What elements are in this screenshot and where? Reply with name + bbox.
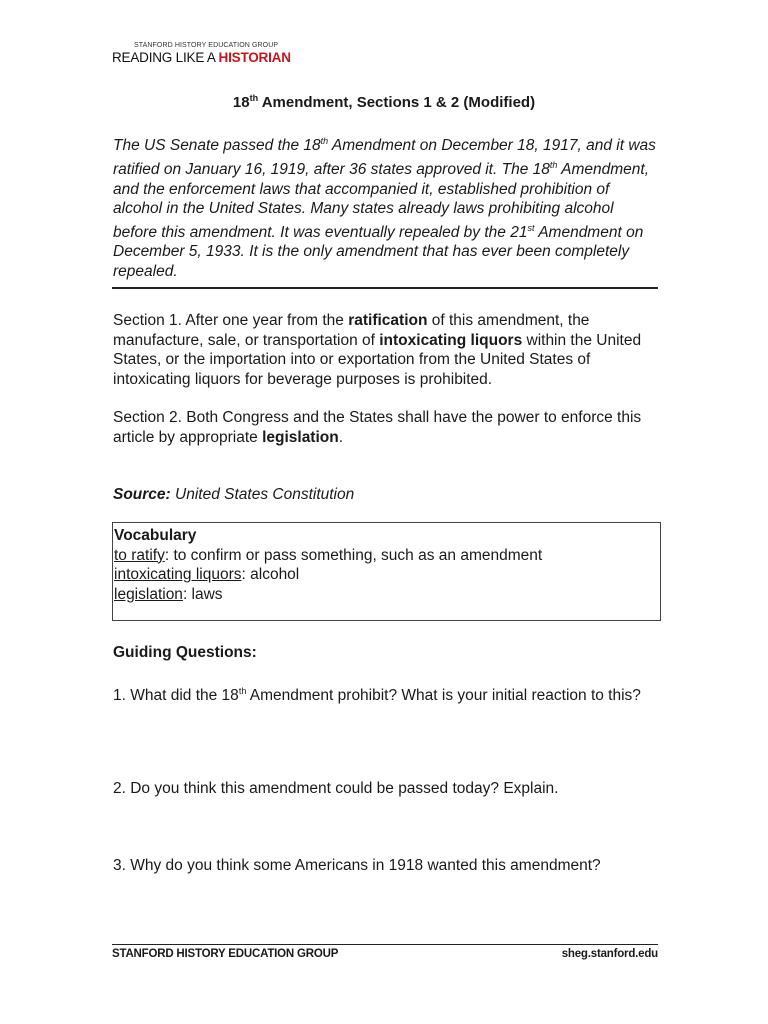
footer-website: sheg.stanford.edu [561,948,658,960]
term-legislation: legislation [262,428,339,446]
vocabulary-heading: Vocabulary [114,527,197,544]
sheg-logo [112,42,291,65]
logo-prefix: READING LIKE A [112,50,219,65]
footer-org-name: STANFORD HISTORY EDUCATION GROUP [112,948,339,960]
vocab-term: to ratify [114,546,165,564]
source-line [113,485,658,505]
section-divider [112,287,658,289]
question-2: 2. Do you think this amendment could be passed today? Explain. [113,780,559,797]
vocab-term: intoxicating liquors [114,566,242,584]
source-text: United States Constitution [170,486,355,503]
vocab-definition: : laws [182,585,223,603]
footer-divider [112,944,658,945]
vocab-definition: : alcohol [241,566,300,584]
logo-group-name: STANFORD HISTORY EDUCATION GROUP [134,42,279,49]
term-ratification: ratification [348,312,428,329]
source-label: Source: [113,486,171,503]
intro-paragraph: The US Senate passed the 18th Amendment on December 18, 1917, and it was ratified on January 16, 1919, after 36 states approved it. The 18th Amendment, and the enforcement laws that accompanied it, established prohibition of alcohol in the United States. Many states already laws prohibiting alcohol before this amendment. It was eventually repealed by the 21st Amendment on December 5, 1933. It is the only amendment that has ever been completely repealed. [113,136,656,281]
question-1: 1. What did the 18th Amendment prohibit? What is your initial reaction to this? [113,686,641,705]
vocab-item [114,565,660,585]
vocab-term: legislation [114,585,183,603]
section-2-text: Section 2. Both Congress and the States shall have the power to enforce this article by appropriate legislation. [113,409,642,446]
section-1-text: Section 1. After one year from the ratification of this amendment, the manufacture, sale, or transportation of intoxicating liquors within the United States, or the importation into or exportation from the United States of intoxicating liquors for beverage purposes is prohibited. [113,312,642,388]
vocab-item [114,546,660,566]
term-intoxicating-liquors: intoxicating liquors [379,331,523,349]
logo-title [112,50,291,65]
vocabulary-box [112,522,661,621]
guiding-questions-heading: Guiding Questions: [113,644,257,661]
document-title: 18th Amendment, Sections 1 & 2 (Modified) [232,93,536,111]
vocab-item [114,585,660,605]
vocab-definition: : to confirm or pass something, such as an amendment [164,546,543,564]
question-3: 3. Why do you think some Americans in 1918 wanted this amendment? [113,857,601,874]
logo-historian: HISTORIAN [218,50,291,65]
